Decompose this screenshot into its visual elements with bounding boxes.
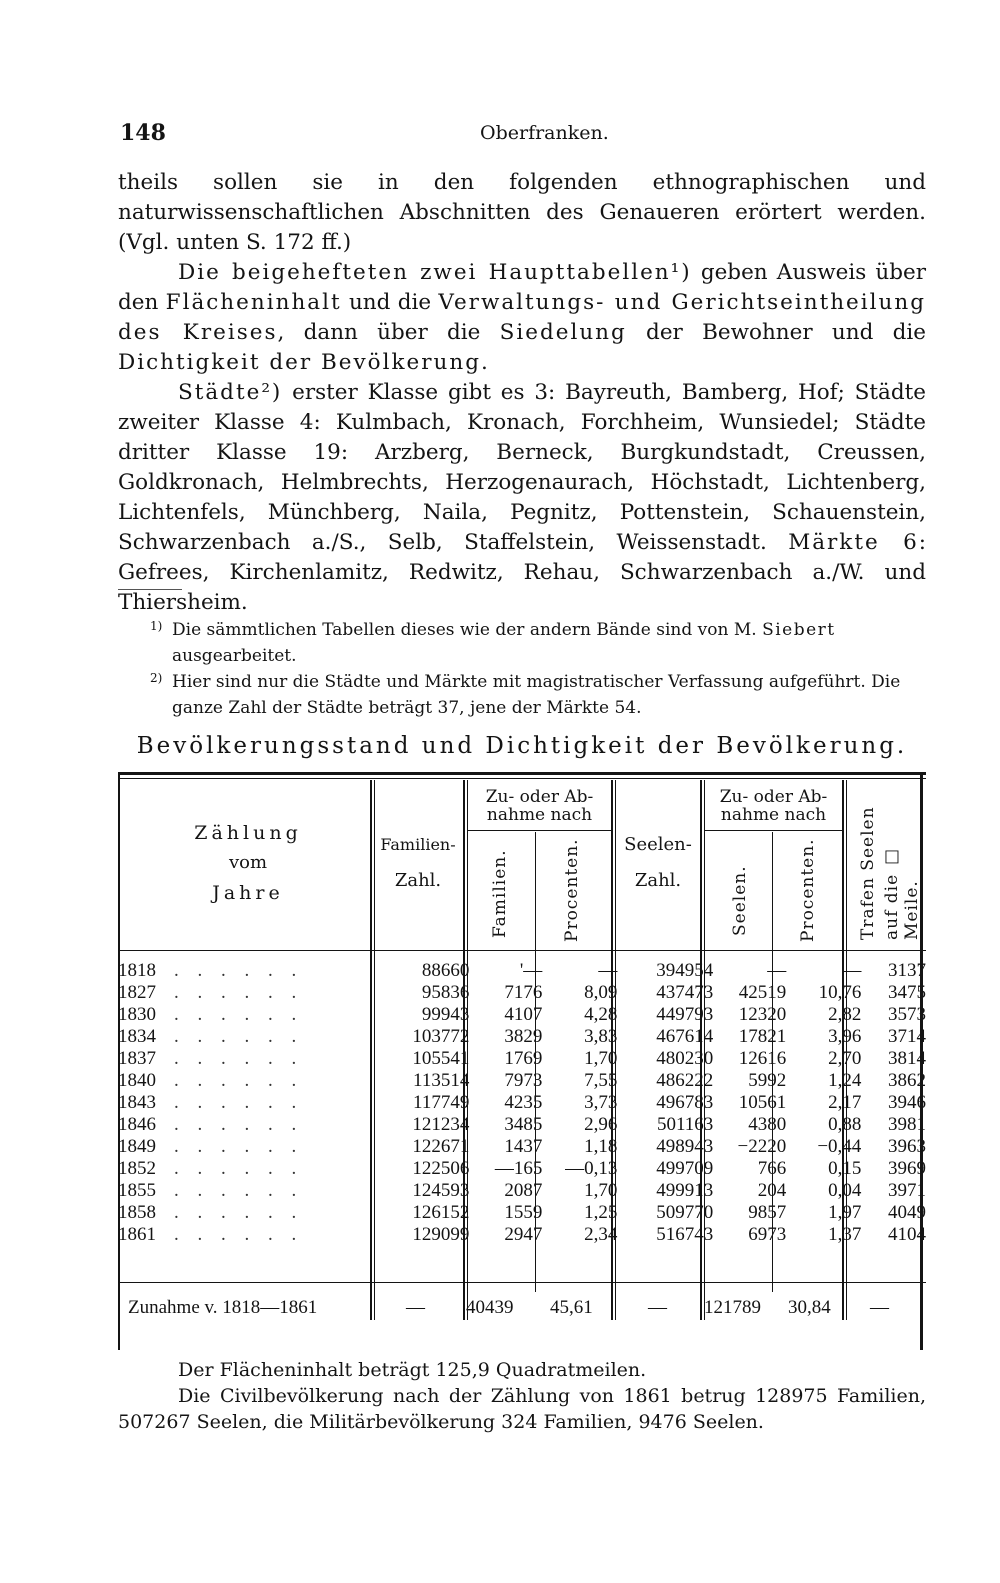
families-cell: 122506 (412, 1158, 470, 1179)
souls-cell: 496783 (656, 1092, 714, 1113)
families-cell: 103772 (412, 1026, 470, 1047)
souls-cell: 467614 (656, 1026, 714, 1047)
families-cell: 95836 (421, 982, 470, 1003)
souls-percent-cell: 1,24 (828, 1070, 862, 1091)
year-cell (118, 960, 379, 982)
leader-dots: . . . . . . (174, 960, 304, 981)
families-cell: 124593 (412, 1180, 470, 1201)
year-cell (118, 1026, 379, 1048)
header-change-souls-2: nahme nach (720, 805, 827, 825)
spaced-term: Flächeninhalt (165, 290, 342, 315)
table-body (118, 960, 926, 1246)
total-families-change: 40439 (466, 1297, 514, 1318)
footnote-author: Siebert (762, 620, 836, 640)
families-cell: 122671 (412, 1136, 470, 1157)
header-from: vom (228, 852, 268, 873)
year-cell (118, 1158, 379, 1180)
closing-notes (118, 1357, 926, 1435)
souls-change-cell: 766 (757, 1158, 787, 1179)
table-row (118, 982, 926, 1004)
body-text (118, 168, 926, 618)
families-percent-cell: 3,73 (584, 1092, 618, 1113)
year-value: 1837 (118, 1048, 156, 1069)
year-cell (118, 1202, 379, 1224)
spaced-term: Städte²) (178, 380, 283, 405)
table-top-rule-thin (118, 778, 926, 779)
souls-percent-cell: 0,88 (828, 1114, 862, 1135)
souls-change-cell: 10561 (738, 1092, 787, 1113)
souls-percent-cell: 2,70 (828, 1048, 862, 1069)
header-families-number: Zahl. (394, 870, 442, 891)
table-row (118, 960, 926, 982)
families-change-cell: 3485 (504, 1114, 543, 1135)
souls-percent-cell: 2,82 (828, 1004, 862, 1025)
souls-cell: 449793 (656, 1004, 714, 1025)
leader-dots: . . . . . . (174, 1158, 304, 1179)
footnote-2 (150, 669, 926, 721)
total-families: — (406, 1297, 425, 1318)
leader-dots: . . . . . . (174, 1026, 304, 1047)
souls-percent-cell: 1,37 (828, 1224, 862, 1245)
souls-cell: 437473 (656, 982, 714, 1003)
year-cell (118, 982, 379, 1004)
families-percent-cell: 4,28 (584, 1004, 618, 1025)
families-change-cell: 2947 (504, 1224, 543, 1245)
footnote-mark: 1) (150, 619, 163, 633)
year-value: 1855 (118, 1180, 156, 1201)
year-cell (118, 1136, 379, 1158)
density-cell: 4104 (888, 1224, 926, 1245)
header-density: Trafen Seelen (858, 806, 878, 940)
density-cell: 3137 (888, 960, 926, 981)
running-head: Oberfranken. (480, 122, 609, 144)
families-percent-cell: 8,09 (584, 982, 618, 1003)
families-change-cell: 7176 (504, 982, 543, 1003)
total-families-percent: 45,61 (550, 1297, 593, 1318)
souls-percent-cell: 0,15 (828, 1158, 862, 1179)
souls-cell: 516743 (656, 1224, 714, 1245)
density-cell: 3862 (888, 1070, 926, 1091)
families-cell: 88660 (421, 960, 470, 981)
table-header-rule (118, 950, 926, 951)
year-value: 1858 (118, 1202, 156, 1223)
families-cell: 105541 (412, 1048, 470, 1069)
leader-dots: . . . . . . (174, 1136, 304, 1157)
souls-cell: 509770 (656, 1202, 714, 1223)
leader-dots: . . . . . . (174, 1114, 304, 1135)
families-cell: 126152 (412, 1202, 470, 1223)
families-percent-cell: 1,25 (584, 1202, 618, 1223)
souls-percent-cell: 10,76 (818, 982, 862, 1003)
year-value: 1849 (118, 1136, 156, 1157)
paragraph-text: der Bewohner und die (626, 320, 926, 345)
table-total-rule (118, 1282, 926, 1283)
souls-change-cell: 204 (757, 1180, 787, 1201)
table-row (118, 1202, 926, 1224)
families-change-cell: 3829 (504, 1026, 543, 1047)
spaced-term: Siedelung (499, 320, 627, 345)
total-souls-change: 121789 (704, 1297, 761, 1318)
souls-change-cell: 12320 (738, 1004, 787, 1025)
souls-change-cell: −2220 (737, 1136, 787, 1157)
table-title: Bevölkerungsstand und Dichtigkeit der Bevölkerung. (136, 733, 908, 759)
year-value: 1843 (118, 1092, 156, 1113)
header-change-families: Zu- oder Ab- (485, 787, 594, 807)
year-value: 1834 (118, 1026, 156, 1047)
leader-dots: . . . . . . (174, 1004, 304, 1025)
density-cell: 3969 (888, 1158, 926, 1179)
year-cell (118, 1092, 379, 1114)
header-count: Zählung (194, 822, 302, 844)
density-cell: 3814 (888, 1048, 926, 1069)
footnote-mark: 2) (150, 671, 163, 685)
families-percent-cell: 1,70 (584, 1048, 618, 1069)
header-souls-number: Zahl. (634, 870, 682, 891)
density-cell: 3573 (888, 1004, 926, 1025)
paragraph-text: und die (341, 290, 439, 315)
souls-cell: 394954 (656, 960, 714, 981)
density-cell: 3963 (888, 1136, 926, 1157)
spaced-term: Die beigehefteten zwei Haupttabellen¹) (178, 260, 692, 285)
year-value: 1861 (118, 1224, 156, 1245)
area-note: Der Flächeninhalt beträgt 125,9 Quadratmeilen. (178, 1359, 647, 1381)
table-row (118, 1224, 926, 1246)
table-row (118, 1048, 926, 1070)
year-value: 1846 (118, 1114, 156, 1135)
year-cell (118, 1114, 379, 1136)
souls-percent-cell: 0,04 (828, 1180, 862, 1201)
density-cell: 3981 (888, 1114, 926, 1135)
spaced-term: Verwaltungs- und Gerichtseintheilung des Kreises (118, 290, 926, 345)
table-row (118, 1114, 926, 1136)
paragraph-2 (118, 258, 926, 378)
paragraph-text: erster Klasse gibt es 3: Bayreuth, Bamberg, Hof; Städte zweiter Klasse 4: Kulmbach, Kronach, Forchheim, Wunsiedel; Städte dritter Klasse 19: Arzberg, Berneck, Burgkundstadt, Creussen, Goldkronach, Helmbrechts, Herzogenaurach, Höchstadt, Lichtenberg, Lichtenfels, Münchberg, Naila, Pegnitz, Pottenstein, Schauenstein, Schwarzenbach a./S., Selb, Staffelstein, Weissenstadt. (118, 380, 926, 555)
sub-header-rule (705, 830, 842, 831)
families-change-cell: 4235 (504, 1092, 543, 1113)
header-change-souls: Zu- oder Ab- (719, 787, 828, 807)
header-by-percent-souls: Procenten. (798, 838, 818, 942)
families-change-cell: 1559 (504, 1202, 543, 1223)
density-cell: 3475 (888, 982, 926, 1003)
paragraph-1: theils sollen sie in den folgenden ethnographischen und naturwissenschaftlichen Abschnitten des Genaueren erörtert werden. (Vgl. unten S. 172 ff.) (118, 170, 926, 255)
families-percent-cell: — (598, 960, 618, 981)
paragraph-3 (118, 378, 926, 618)
souls-percent-cell: 1,97 (828, 1202, 862, 1223)
families-cell: 99943 (421, 1004, 470, 1025)
souls-change-cell: 9857 (748, 1202, 787, 1223)
page-number: 148 (120, 120, 166, 146)
families-change-cell: —165 (494, 1158, 543, 1179)
souls-percent-cell: — (842, 960, 862, 981)
paragraph-text: : Gefrees, Kirchenlamitz, Redwitz, Rehau, Schwarzenbach a./W. und Thiersheim. (118, 530, 927, 615)
table-top-rule (118, 772, 926, 775)
souls-change-cell: 17821 (738, 1026, 787, 1047)
souls-change-cell: 6973 (748, 1224, 787, 1245)
families-cell: 129099 (412, 1224, 470, 1245)
families-change-cell: 1437 (504, 1136, 543, 1157)
header-change-families-2: nahme nach (486, 805, 593, 825)
families-percent-cell: 1,70 (584, 1180, 618, 1201)
leader-dots: . . . . . . (174, 1048, 304, 1069)
souls-percent-cell: 3,96 (828, 1026, 862, 1047)
table-row (118, 1004, 926, 1026)
header-souls: Seelen- (624, 834, 692, 855)
table-row (118, 1158, 926, 1180)
families-percent-cell: 2,96 (584, 1114, 618, 1135)
souls-change-cell: — (767, 960, 787, 981)
table-row (118, 1026, 926, 1048)
souls-cell: 499913 (656, 1180, 714, 1201)
leader-dots: . . . . . . (174, 1092, 304, 1113)
header-year: Jahre (212, 882, 284, 904)
spaced-term: Märkte 6 (788, 530, 919, 555)
density-cell: 3946 (888, 1092, 926, 1113)
year-cell (118, 1180, 379, 1202)
density-cell: 3971 (888, 1180, 926, 1201)
families-percent-cell: —0,13 (565, 1158, 618, 1179)
header-density-2: auf die □ Meile. (882, 846, 922, 940)
header-families: Familien- (380, 835, 456, 854)
families-cell: 113514 (413, 1070, 470, 1091)
year-value: 1827 (118, 982, 156, 1003)
souls-cell: 480230 (656, 1048, 714, 1069)
year-cell (118, 1048, 379, 1070)
table-row (118, 1092, 926, 1114)
leader-dots: . . . . . . (174, 1180, 304, 1201)
year-cell (118, 1004, 379, 1026)
souls-percent-cell: 2,17 (828, 1092, 862, 1113)
families-percent-cell: 3,83 (584, 1026, 618, 1047)
density-cell: 3714 (888, 1026, 926, 1047)
total-souls: — (648, 1297, 667, 1318)
families-change-cell: '— (519, 960, 543, 981)
table-row (118, 1136, 926, 1158)
year-value: 1852 (118, 1158, 156, 1179)
families-percent-cell: 2,34 (584, 1224, 618, 1245)
total-density: — (870, 1297, 889, 1318)
paragraph-text: , dann über die (277, 320, 500, 345)
souls-cell: 499709 (656, 1158, 714, 1179)
total-souls-percent: 30,84 (788, 1297, 831, 1318)
header-by-families: Familien. (490, 849, 510, 938)
year-value: 1818 (118, 960, 156, 981)
table-row (118, 1180, 926, 1202)
table-row (118, 1070, 926, 1092)
population-note: Die Civilbevölkerung nach der Zählung von 1861 betrug 128975 Familien, 507267 Seelen, die Militärbevölkerung 324 Familien, 9476 Seelen. (118, 1385, 926, 1433)
souls-change-cell: 12616 (738, 1048, 787, 1069)
leader-dots: . . . . . . (174, 1224, 304, 1245)
leader-dots: . . . . . . (174, 1070, 304, 1091)
families-change-cell: 4107 (504, 1004, 543, 1025)
families-percent-cell: 1,18 (584, 1136, 618, 1157)
footnote-text: ausgearbeitet. (172, 646, 297, 666)
header-by-percent: Procenten. (562, 838, 582, 942)
footnote-divider (118, 589, 182, 590)
leader-dots: . . . . . . (174, 982, 304, 1003)
density-cell: 4049 (888, 1202, 926, 1223)
year-value: 1830 (118, 1004, 156, 1025)
families-percent-cell: 7,55 (584, 1070, 618, 1091)
families-change-cell: 7973 (504, 1070, 543, 1091)
year-cell (118, 1070, 379, 1092)
souls-change-cell: 4380 (748, 1114, 787, 1135)
leader-dots: . . . . . . (174, 1202, 304, 1223)
spaced-term: Dichtigkeit der Bevölkerung (118, 350, 481, 375)
families-change-cell: 2087 (504, 1180, 543, 1201)
footnote-1 (150, 617, 926, 669)
footnotes (150, 617, 926, 721)
page-header (120, 120, 920, 150)
paragraph-text: geben Ausweis über den (118, 260, 926, 315)
footnote-text: Die sämmtlichen Tabellen dieses wie der andern Bände sind von M. (172, 620, 763, 640)
souls-cell: 501163 (656, 1114, 714, 1135)
families-cell: 117749 (413, 1092, 470, 1113)
year-value: 1840 (118, 1070, 156, 1091)
total-label: Zunahme v. 1818—1861 (128, 1297, 318, 1318)
paragraph-text: . (480, 350, 488, 375)
families-change-cell: 1769 (504, 1048, 543, 1069)
footnote-text: Hier sind nur die Städte und Märkte mit magistratischer Verfassung aufgeführt. Die ganze Zahl der Städte beträgt 37, jene der Märkte 54. (172, 672, 901, 718)
souls-cell: 498943 (656, 1136, 714, 1157)
souls-change-cell: 42519 (738, 982, 787, 1003)
souls-percent-cell: −0,44 (817, 1136, 862, 1157)
families-cell: 121234 (412, 1114, 470, 1135)
population-table (118, 772, 926, 1350)
souls-cell: 486222 (656, 1070, 714, 1091)
header-by-souls: Seelen. (730, 865, 750, 936)
year-cell (118, 1224, 379, 1246)
souls-change-cell: 5992 (748, 1070, 787, 1091)
sub-header-rule (468, 830, 611, 831)
